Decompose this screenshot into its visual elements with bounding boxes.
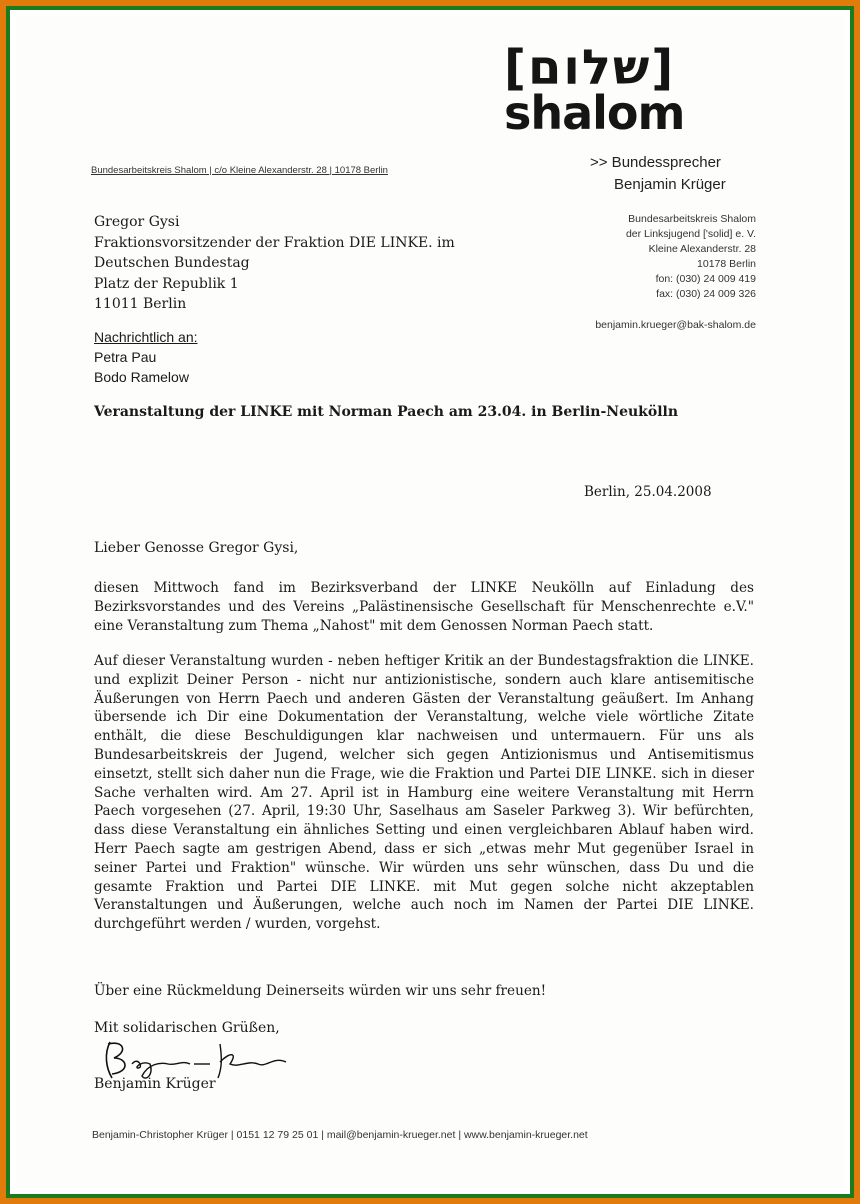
letter-date: Berlin, 25.04.2008 bbox=[584, 484, 712, 500]
sender-email: benjamin.krueger@bak-shalom.de bbox=[595, 319, 756, 331]
sender-org-sub: der Linksjugend ['solid] e. V. bbox=[625, 228, 756, 240]
shalom-logo-hebrew: [שלום] bbox=[504, 40, 676, 96]
recipient-institution: Deutschen Bundestag bbox=[94, 255, 250, 271]
salutation: Lieber Genosse Gregor Gysi, bbox=[94, 540, 299, 556]
sender-address-block bbox=[626, 212, 756, 302]
cc-name: Bodo Ramelow bbox=[94, 369, 189, 385]
sender-return-line: Bundesarbeitskreis Shalom | c/o Kleine Alexanderstr. 28 | 10178 Berlin bbox=[91, 165, 388, 176]
recipient-address bbox=[94, 212, 455, 315]
sender-phone: fon: (030) 24 009 419 bbox=[655, 273, 756, 285]
body-paragraph: Auf dieser Veranstaltung wurden - neben heftiger Kritik an der Bundestagsfraktion die LINKE. und explizit Deiner Person - nicht nur antizionistische, sondern auch klare antisemitische Äußerungen von Herrn Paech und anderen Gästen der Veranstaltung geäußert. Im Anhang übersende ich Dir eine Dokumentation der Veranstaltung, welche viele wörtliche Zitate enthält, die diese Beschuldigungen klar nachweisen und untermauern. Für uns als Bundesarbeitskreis der Jugend, welcher sich gegen Antizionismus und Antisemitismus einsetzt, stellt sich daher nun die Frage, wie die Fraktion und Partei DIE LINKE. sich in dieser Sache verhalten wird. Am 27. April ist in Hamburg eine weitere Veranstaltung mit Herrn Paech vorgesehen (27. April, 19:30 Uhr, Saselhaus am Saseler Parkweg 3). Wir befürchten, dass diese Veranstaltung ein ähnliches Setting und einen vergleichbaren Ablauf haben wird. Herr Paech sagte am gestrigen Abend, dass er sich „etwas mehr Mut gegenüber Israel in seiner Partei und Fraktion" wünsche. Wir würden uns sehr wünschen, dass Du und die gesamte Fraktion und Partei DIE LINKE. mit Mut gegen solche nicht akzeptablen Veranstaltungen und Äußerungen, welche auch noch im Namen der Partei DIE LINKE. durchgeführt werden / wurden, vorgehst. bbox=[94, 653, 754, 933]
letter-subject: Veranstaltung der LINKE mit Norman Paech am 23.04. in Berlin-Neukölln bbox=[94, 404, 679, 420]
shalom-logo-word: shalom bbox=[504, 86, 685, 140]
signer-name: Benjamin Krüger bbox=[94, 1076, 216, 1092]
closing: Mit solidarischen Grüßen, bbox=[94, 1020, 280, 1036]
cc-name: Petra Pau bbox=[94, 349, 157, 365]
cc-list bbox=[94, 347, 189, 387]
sender-org: Bundesarbeitskreis Shalom bbox=[628, 213, 756, 225]
body-paragraph: diesen Mittwoch fand im Bezirksverband der LINKE Neukölln auf Einladung des Bezirksvorstandes und des Vereins „Palästinensische Gesellschaft für Menschenrechte e.V." eine Veranstaltung zum Thema „Nahost" mit dem Genossen Norman Paech statt. bbox=[94, 580, 754, 634]
speaker-title: >> Bundessprecher bbox=[590, 154, 721, 171]
letter-page bbox=[16, 16, 844, 1188]
speaker-name: Benjamin Krüger bbox=[614, 176, 726, 193]
recipient-street: Platz der Republik 1 bbox=[94, 275, 239, 292]
cc-label: Nachrichtlich an: bbox=[94, 329, 198, 345]
sender-street: Kleine Alexanderstr. 28 bbox=[648, 243, 756, 255]
body-paragraph: Über eine Rückmeldung Deinerseits würden wir uns sehr freuen! bbox=[94, 983, 547, 999]
letter-footer: Benjamin-Christopher Krüger | 0151 12 79 25 01 | mail@benjamin-krueger.net | www.benjamin-krueger.net bbox=[92, 1129, 588, 1141]
sender-fax: fax: (030) 24 009 326 bbox=[656, 288, 756, 300]
sender-city: 10178 Berlin bbox=[697, 258, 756, 270]
recipient-city: 11011 Berlin bbox=[94, 296, 187, 312]
recipient-position: Fraktionsvorsitzender der Fraktion DIE LINKE. im bbox=[94, 234, 455, 251]
recipient-name: Gregor Gysi bbox=[94, 214, 180, 230]
